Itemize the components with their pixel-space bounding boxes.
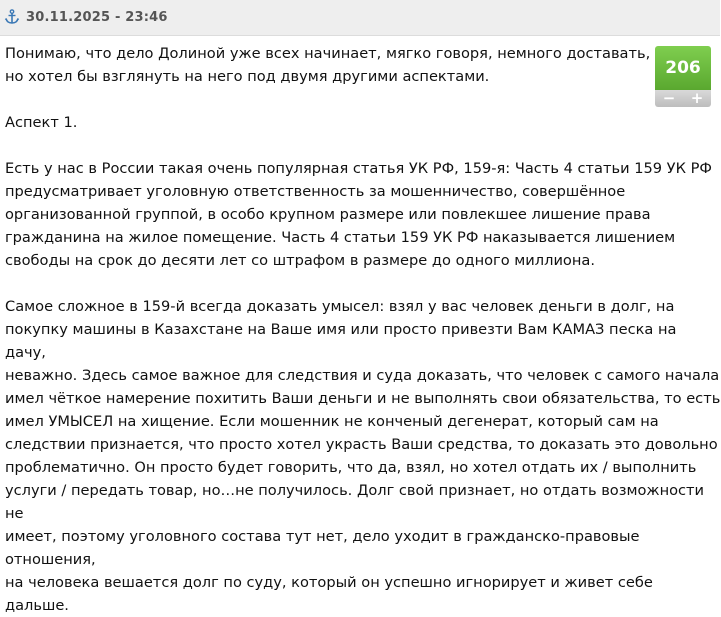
paragraph-intent: Самое сложное в 159-й всегда доказать умысел: взял у вас человек деньги в долг, на покупку машины в Казахстане на Ваше имя или просто привезти Вам КАМАЗ песка на дачу, неважно. Здесь самое важное для следствия и суда доказать, что человек с самого начала имел чёткое намерение похитить Ваши деньги и не выполнять свои обязательства, то есть имел УМЫСЕЛ на хищение. Если мошенник не конченый дегенерат, который сам на следствии признается, что просто хотел украсть Ваши средства, то доказать это довольно проблематично. Он просто будет говорить, что да, взял, но хотел отдать их / выполнить услуги / передать товар, но…не получилось. Долг свой признает, но отдать возможности не имеет, поэтому уголовного состава тут нет, дело уходит в гражданско-правовые отношения, на человека вешается долг по суду, который он успешно игнорирует и живет себе дальше. — [5, 298, 721, 614]
vote-down-button[interactable]: − — [662, 89, 676, 107]
vote-up-button[interactable]: + — [690, 89, 704, 107]
paragraph-article-159: Есть у нас в России такая очень популярная статья УК РФ, 159-я: Часть 4 статьи 159 УК РФ предусматривает уголовную ответственность за мошенничество, совершённое организованной группой, в особо крупном размере или повлекшее лишение права гражданина на жилое помещение. Часть 4 статьи 159 УК РФ наказывается лишением свободы на срок до десяти лет со штрафом в размере до одного миллиона. — [5, 160, 712, 269]
post-body — [5, 42, 721, 617]
anchor-icon[interactable] — [4, 9, 20, 25]
paragraph-intro: Понимаю, что дело Долиной уже всех начинает, мягко говоря, немного доставать, но хотел бы взглянуть на него под двумя другими аспектами. — [5, 45, 651, 85]
post-date: 30.11.2025 - 23:46 — [26, 10, 168, 25]
rating-score: 206 — [655, 46, 711, 90]
paragraph-aspect-heading: Аспект 1. — [5, 114, 78, 131]
post-header — [0, 0, 720, 36]
